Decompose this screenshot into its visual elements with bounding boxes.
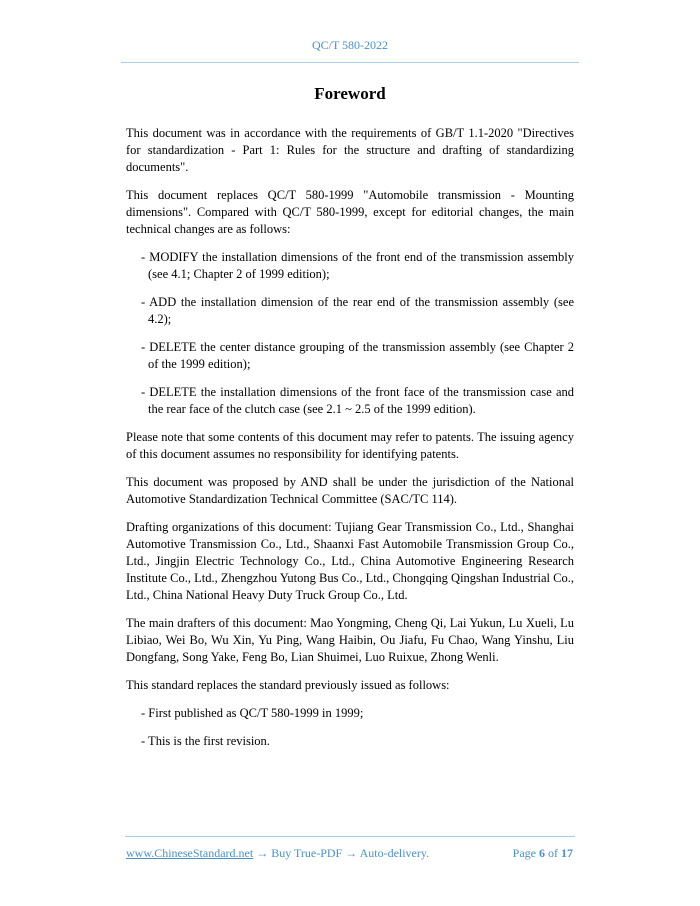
change-item-add: - ADD the installation dimension of the rear end of the transmission assembly (see 4.2);	[141, 295, 574, 326]
paragraph-gbt-compliance: This document was in accordance with the requirements of GB/T 1.1-2020 "Directives for standardization - Part 1: Rules for the structure and drafting of standardizing documents".	[126, 126, 574, 174]
page-title: Foreword	[314, 84, 386, 103]
page-current: 6	[539, 846, 545, 860]
paragraph-replaces: This document replaces QC/T 580-1999 "Automobile transmission - Mounting dimensions". Compared with QC/T 580-1999, except for editorial changes, the main technical changes are as follows:	[126, 188, 574, 236]
paragraph-patents: Please note that some contents of this document may refer to patents. The issuing agency of this document assumes no responsibility for identifying patents.	[126, 430, 574, 461]
footer-promo-text: → Buy True-PDF → Auto-delivery.	[253, 846, 430, 860]
page-of-label: of	[548, 846, 558, 860]
history-item-first-published: - First published as QC/T 580-1999 in 1999;	[141, 706, 364, 720]
paragraph-history-intro: This standard replaces the standard previously issued as follows:	[126, 678, 450, 692]
change-item-delete-faces: - DELETE the installation dimensions of the front face of the transmission case and the rear face of the clutch case (see 2.1 ~ 2.5 of the 1999 edition).	[141, 385, 574, 416]
footer-promo	[126, 846, 429, 861]
history-item-first-revision: - This is the first revision.	[141, 734, 270, 748]
page-total: 17	[561, 846, 573, 860]
change-item-modify: - MODIFY the installation dimensions of the front end of the transmission assembly (see 4.1; Chapter 2 of 1999 edition);	[141, 250, 574, 281]
chinese-standard-link[interactable]: www.ChineseStandard.net	[126, 846, 254, 860]
header-divider	[121, 62, 579, 63]
page-label: Page	[512, 846, 536, 860]
page-indicator	[513, 846, 573, 861]
paragraph-drafters: The main drafters of this document: Mao Yongming, Cheng Qi, Lai Yukun, Lu Xueli, Lu Libiao, Wei Bo, Wu Xin, Yu Ping, Wang Haibin, Ou Jiafu, Fu Chao, Wang Yinshu, Liu Dongfang, Song Yake, Feng Bo, Lian Shuimei, Luo Ruixue, Zhong Wenli.	[126, 616, 574, 664]
paragraph-jurisdiction: This document was proposed by AND shall be under the jurisdiction of the National Automotive Standardization Technical Committee (SAC/TC 114).	[126, 475, 574, 506]
footer-divider	[125, 836, 575, 837]
foreword-body	[126, 125, 574, 761]
change-item-delete-grouping: - DELETE the center distance grouping of the transmission assembly (see Chapter 2 of the 1999 edition);	[141, 340, 574, 371]
paragraph-drafting-orgs: Drafting organizations of this document: Tujiang Gear Transmission Co., Ltd., Shanghai Automotive Transmission Co., Ltd., Shaanxi Fast Automobile Transmission Group Co., Ltd., Jingjin Electric Technology Co., Ltd., China Automotive Engineering Research Institute Co., Ltd., Zhengzhou Yutong Bus Co., Ltd., Chongqing Qingshan Industrial Co., Ltd., China National Heavy Duty Truck Group Co., Ltd.	[126, 520, 574, 602]
header-doc-code: QC/T 580-2022	[311, 38, 389, 52]
